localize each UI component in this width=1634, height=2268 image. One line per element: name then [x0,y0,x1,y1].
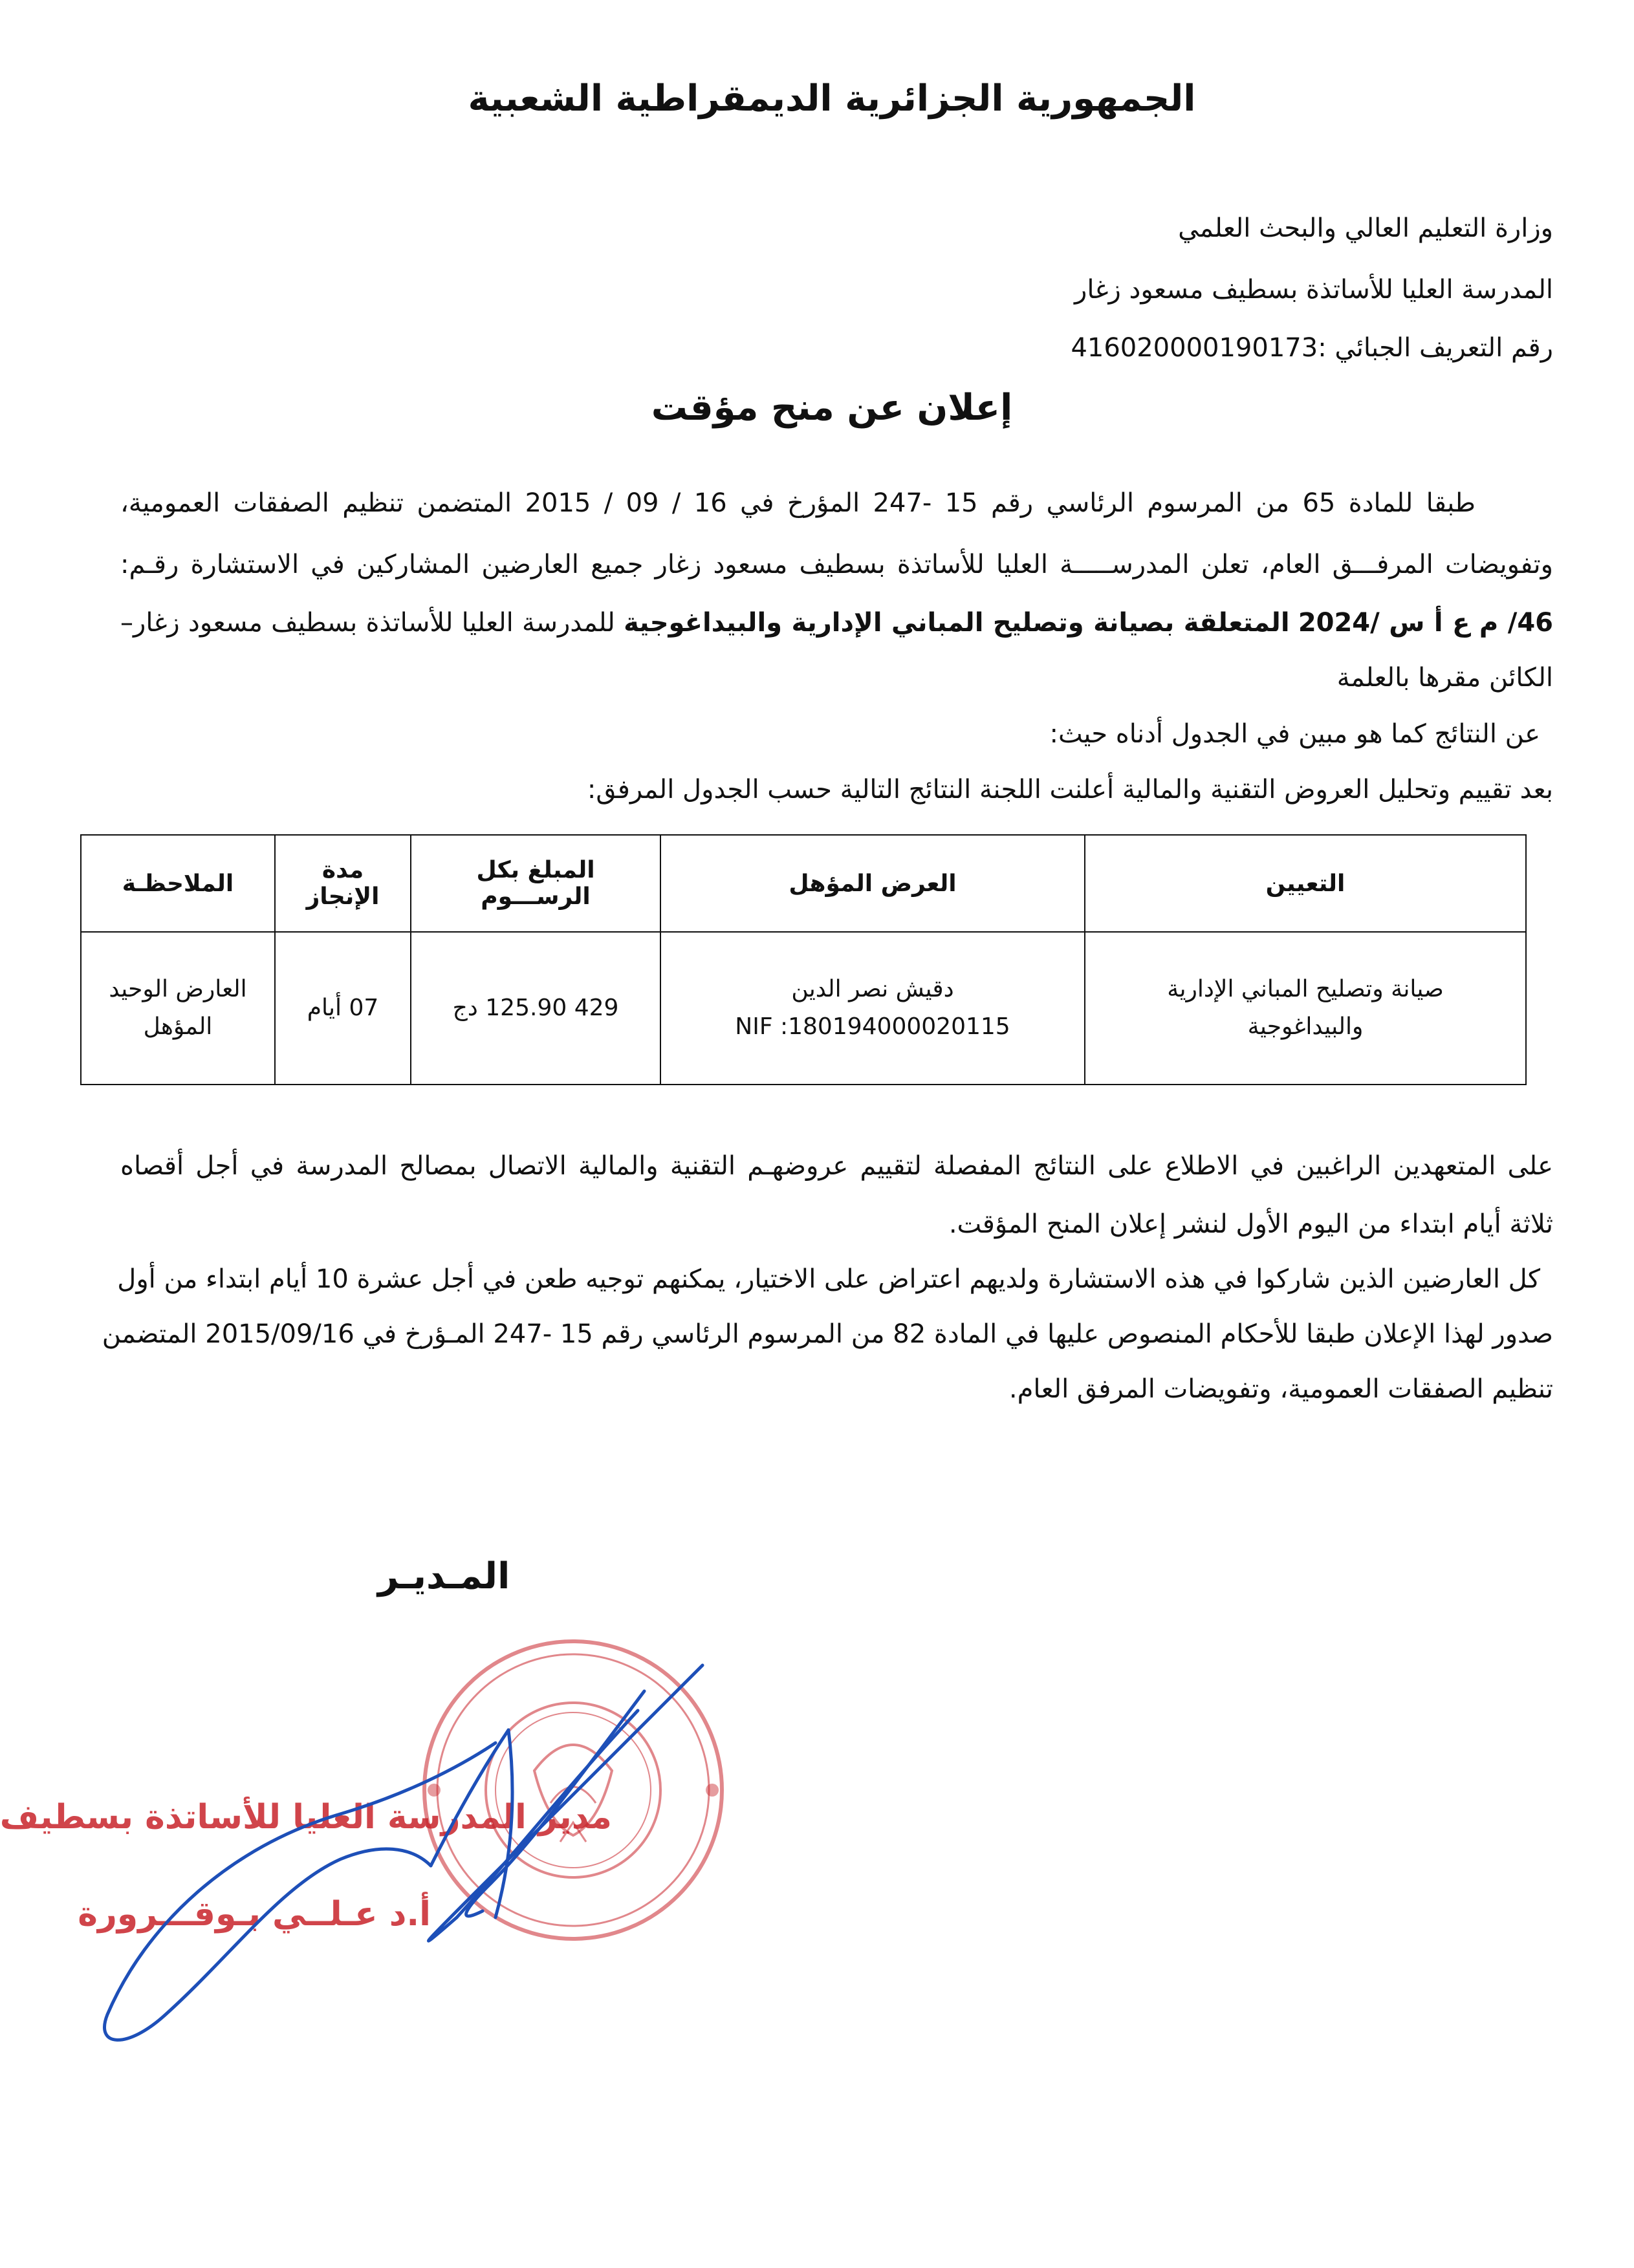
header-amount-line-2: الرســـوم [481,883,591,910]
tax-id-line: رقم التعريف الجبائي :416020000190173 [1071,333,1553,363]
cell-bidder [660,932,1085,1085]
header-amount-line-1: المبلغ بكل [476,857,595,883]
bidder-nif: NIF :180194000020115 [735,1013,1010,1040]
cell-designation [1085,932,1526,1085]
director-label: المـديـر [378,1555,510,1597]
results-table [80,834,1527,1085]
consultation-school: للمدرسة العليا للأساتذة بسطيف مسعود زغار– [120,608,615,638]
closing-line-4: صدور لهذا الإعلان طبقا للأحكام المنصوص عليها في المادة 82 من المرسوم الرئاسي رقم 15 -247 المـؤرخ في 2015/09/16 المتضمن [102,1319,1553,1349]
intro-line-1: طبقا للمادة 65 من المرسوم الرئاسي رقم 15 -247 المؤرخ في 16 / 09 / 2015 المتضمن تنظيم الصفقات العمومية، [120,488,1476,518]
header-designation: التعيين [1085,835,1526,932]
stamp-name: أ.د عـلــي بـوقـــرورة [78,1895,431,1934]
document-title: إعلان عن منح مؤقت [651,387,1013,429]
table-header-row [81,835,1526,932]
consultation-ref: 46/ م ع أ س /2024 [1298,608,1553,638]
intro-line-3 [120,608,1553,638]
header-note: الملاحظـة [81,835,275,932]
ministry-line: وزارة التعليم العالي والبحث العلمي [1178,213,1553,243]
cell-duration: 07 أيام [275,932,411,1085]
handwritten-signature [69,1652,780,2053]
consultation-subject: المتعلقة بصيانة وتصليح المباني الإدارية والبيداغوجية [624,608,1290,638]
bidder-name: دقيش نصر الدين [791,976,954,1003]
republic-heading: الجمهورية الجزائرية الديمقراطية الشعبية [468,78,1196,120]
designation-line-1: صيانة وتصليح المباني الإدارية [1167,976,1444,1003]
stamp-title: مدير المدرسة العليا للأساتذة بسطيف [0,1798,612,1837]
table-row [81,932,1526,1085]
school-line: المدرسة العليا للأساتذة بسطيف مسعود زغار [1074,275,1553,305]
header-amount [411,835,660,932]
intro-line-2: وتفويضات المرفـــق العام، تعلن المدرســـــة العليا للأساتذة بسطيف مسعود زغار جميع العارضين المشاركين في الاستشارة رقـم: [120,550,1553,579]
closing-line-5: تنظيم الصفقات العمومية، وتفويضات المرفق العام. [1008,1374,1553,1404]
designation-line-2: والبيداغوجية [1247,1013,1364,1040]
header-duration [275,835,411,932]
header-duration-line-2: الإنجاز [306,883,380,910]
intro-line-5: عن النتائج كما هو مبين في الجدول أدناه حيث: [1049,719,1540,749]
closing-line-1: على المتعهدين الراغبين في الاطلاع على النتائج المفصلة لتقييم عروضهـم التقنية والمالية الاتصال بمصالح المدرسة في أجل أقصاه [120,1151,1553,1181]
header-bidder: العرض المؤهل [660,835,1085,932]
closing-line-2: ثلاثة أيام ابتداء من اليوم الأول لنشر إعلان المنح المؤقت. [948,1209,1553,1239]
cell-amount: 429 125.90 دج [411,932,660,1085]
closing-line-3: كل العارضين الذين شاركوا في هذه الاستشارة ولديهم اعتراض على الاختيار، يمكنهم توجيه طعن في أجل عشرة 10 أيام ابتداء من أول [117,1264,1540,1294]
intro-line-6: بعد تقييم وتحليل العروض التقنية والمالية أعلنت اللجنة النتائج التالية حسب الجدول المرفق: [587,775,1553,805]
cell-note: العارض الوحيد المؤهل [81,932,275,1085]
header-duration-line-1: مدة [321,857,364,883]
intro-line-4: الكائن مقرها بالعلمة [1336,663,1553,693]
